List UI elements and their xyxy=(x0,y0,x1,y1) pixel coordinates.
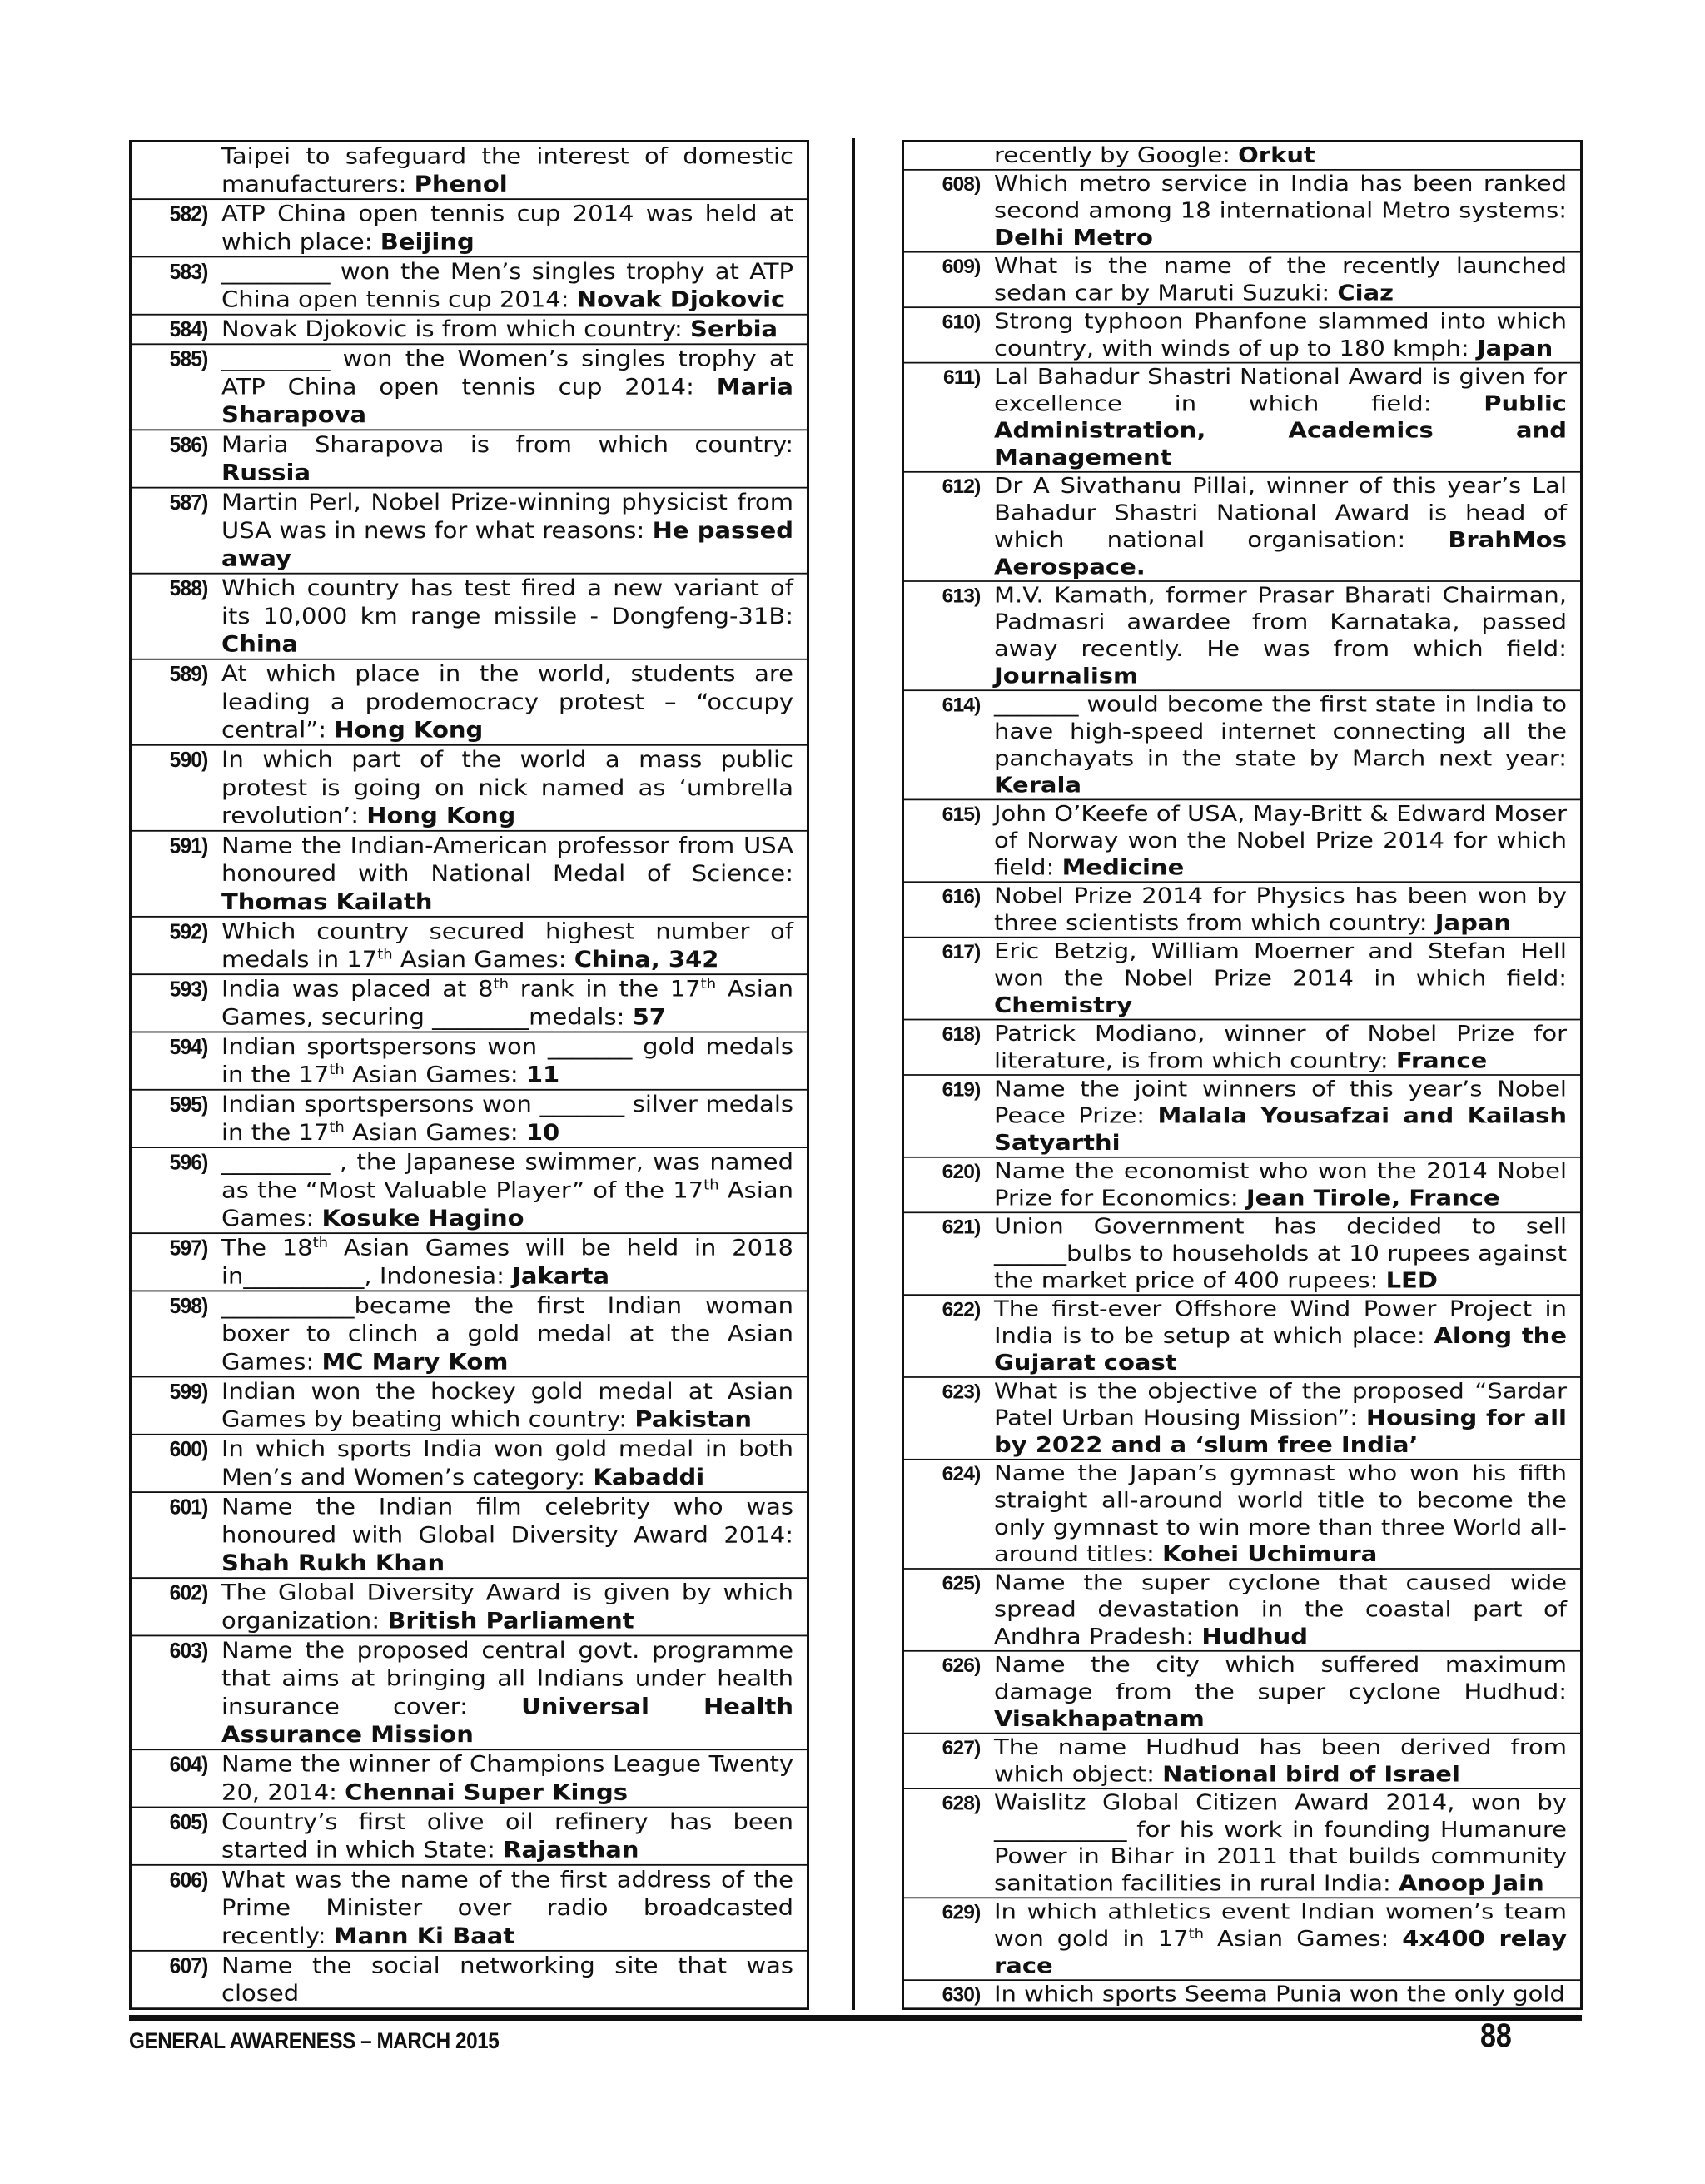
question-number: 598) xyxy=(140,1291,213,1376)
answer-text: Ciaz xyxy=(1337,280,1394,306)
question-text-cell xyxy=(986,252,1582,307)
question-text: ___________became the first Indian woman boxer to clinch a gold medal at the Asian Games: xyxy=(221,1292,793,1375)
answer-text: MC Mary Kom xyxy=(321,1348,509,1375)
question-number: 627) xyxy=(912,1734,986,1788)
question-text: Indian won the hockey gold medal at Asian Games by beating which country: xyxy=(221,1378,793,1433)
question-text: In which part of the world a mass public protest is going on nick named as ‘umbrella revolution’: xyxy=(221,746,793,829)
question-text: What is the objective of the proposed “Sardar Patel Urban Housing Mission”: xyxy=(994,1378,1567,1430)
answer-text: Serbia xyxy=(689,316,778,342)
question-text: Patrick Modiano, winner of Nobel Prize for literature, is from which country: xyxy=(994,1021,1567,1073)
question-row xyxy=(903,1651,1582,1734)
question-text-cell xyxy=(986,307,1582,362)
question-text: Name the super cyclone that caused wide spread devastation in the coastal part of Andhra Pradesh: xyxy=(994,1570,1567,1649)
question-text: The 18th Asian Games will be held in 2018 in__________, Indonesia: xyxy=(221,1234,793,1289)
question-row xyxy=(131,917,808,974)
question-number: 612) xyxy=(912,472,986,581)
question-row xyxy=(903,1377,1582,1460)
question-number: 582) xyxy=(140,199,213,256)
question-text-cell xyxy=(986,170,1582,252)
answer-text: Malala Yousafzai and Kailash Satyarthi xyxy=(994,1103,1567,1156)
question-row xyxy=(131,659,808,745)
question-row xyxy=(131,974,808,1032)
question-number: 600) xyxy=(140,1435,213,1492)
answer-text: Housing for all by 2022 and a ‘slum free India’ xyxy=(994,1405,1568,1458)
answer-text: Kohei Uchimura xyxy=(1161,1541,1378,1567)
question-row xyxy=(903,1020,1582,1075)
question-number: 591) xyxy=(140,831,213,917)
question-text-cell xyxy=(986,472,1582,581)
left-question-column xyxy=(129,140,809,2010)
question-text-cell xyxy=(213,344,808,430)
question-row xyxy=(131,574,808,659)
question-row xyxy=(903,1788,1582,1898)
question-number: 599) xyxy=(140,1376,213,1434)
right-question-table xyxy=(902,140,1583,2010)
question-text-cell xyxy=(986,1075,1582,1157)
question-number: 594) xyxy=(140,1032,213,1089)
question-number: 613) xyxy=(912,581,986,690)
answer-text: China, 342 xyxy=(574,946,719,973)
question-text-cell xyxy=(213,1749,808,1807)
answer-text: 10 xyxy=(525,1119,560,1146)
question-row xyxy=(131,344,808,430)
question-row xyxy=(903,1157,1582,1212)
answer-text: Shah Rukh Khan xyxy=(221,1550,445,1576)
answer-text: 57 xyxy=(632,1003,666,1030)
question-text: _________ won the Women’s singles trophy at ATP China open tennis cup 2014: xyxy=(221,346,793,400)
answer-text: National bird of Israel xyxy=(1162,1761,1460,1787)
question-text-cell xyxy=(986,363,1582,472)
question-row xyxy=(903,882,1582,937)
answer-text: Visakhapatnam xyxy=(994,1706,1205,1732)
question-text-cell xyxy=(986,1460,1582,1569)
answer-text: Thomas Kailath xyxy=(221,888,433,915)
question-text-cell xyxy=(986,1020,1582,1075)
question-number: 593) xyxy=(140,974,213,1032)
answer-text: Beijing xyxy=(380,228,475,255)
answer-text: Japan xyxy=(1434,910,1512,936)
question-text-cell xyxy=(213,659,808,745)
question-text-cell xyxy=(986,938,1582,1020)
question-number: 607) xyxy=(140,1951,213,2009)
question-text: Waislitz Global Citizen Award 2014, won by ___________ for his work in founding Humanure Power in Bihar in 2011 that builds community sanitation facilities in rural India: xyxy=(994,1789,1567,1896)
answer-text: Rajasthan xyxy=(503,1837,639,1863)
question-text-cell xyxy=(986,1651,1582,1734)
question-number: 583) xyxy=(140,256,213,314)
question-number: 624) xyxy=(912,1460,986,1569)
question-row xyxy=(131,1291,808,1376)
question-text-cell xyxy=(213,574,808,659)
question-number: 617) xyxy=(912,938,986,1020)
question-text: Which metro service in India has been ranked second among 18 international Metro systems: xyxy=(994,171,1567,223)
question-text-cell xyxy=(986,1295,1582,1377)
question-number: 604) xyxy=(140,1749,213,1807)
question-text-cell xyxy=(213,1291,808,1376)
question-text-cell xyxy=(213,1492,808,1578)
answer-text: Mann Ki Baat xyxy=(333,1923,515,1949)
question-text-cell xyxy=(213,1808,808,1865)
question-text: The name Hudhud has been derived from which object: xyxy=(994,1734,1567,1787)
question-text-cell xyxy=(986,799,1582,882)
question-row xyxy=(131,1635,808,1749)
question-row xyxy=(131,141,808,199)
question-row xyxy=(131,1749,808,1807)
question-row xyxy=(903,170,1582,252)
answer-text: Maria Sharapova xyxy=(221,373,793,428)
question-text: M.V. Kamath, former Prasar Bharati Chairman, Padmasri awardee from Karnataka, passed away recently. He was from which field: xyxy=(994,582,1567,662)
question-text-cell xyxy=(213,199,808,256)
answer-text: Japan xyxy=(1476,336,1553,361)
question-text: Nobel Prize 2014 for Physics has been won by three scientists from which country: xyxy=(994,883,1567,936)
question-number: 603) xyxy=(140,1635,213,1749)
question-text: Martin Perl, Nobel Prize-winning physicist from USA was in news for what reasons: xyxy=(221,489,793,544)
question-row xyxy=(903,307,1582,362)
question-text: Dr A Sivathanu Pillai, winner of this year’s Lal Bahadur Shastri National Award is head of which national organisation: xyxy=(994,473,1567,553)
question-text-cell xyxy=(213,1090,808,1147)
question-row xyxy=(903,1569,1582,1651)
question-text: Name the joint winners of this year’s Nobel Peace Prize: xyxy=(994,1076,1567,1128)
question-row xyxy=(131,1808,808,1865)
question-text: In which sports India won gold medal in both Men’s and Women’s category: xyxy=(221,1435,793,1490)
question-text-cell xyxy=(213,1376,808,1434)
question-text-cell xyxy=(213,831,808,917)
question-text-cell xyxy=(213,1865,808,1951)
question-number: 586) xyxy=(140,430,213,487)
question-row xyxy=(903,252,1582,307)
question-row xyxy=(903,581,1582,690)
question-text: In which athletics event Indian women’s team won gold in 17th Asian Games: xyxy=(994,1899,1567,1952)
question-number: 628) xyxy=(912,1788,986,1898)
question-text-cell xyxy=(986,141,1582,170)
question-row xyxy=(903,1460,1582,1569)
question-text: Novak Djokovic is from which country: xyxy=(221,316,690,342)
question-text: _________ , the Japanese swimmer, was named as the “Most Valuable Player” of the 17th Asian Games: xyxy=(221,1148,793,1231)
question-text: Name the Indian-American professor from USA honoured with National Medal of Science: xyxy=(221,832,793,887)
question-row xyxy=(903,938,1582,1020)
question-number: 623) xyxy=(912,1377,986,1460)
question-text-cell xyxy=(986,1157,1582,1212)
question-text: ATP China open tennis cup 2014 was held at which place: xyxy=(221,200,793,255)
question-text: Taipei to safeguard the interest of domestic manufacturers: xyxy=(221,142,793,197)
question-number: 626) xyxy=(912,1651,986,1734)
question-row xyxy=(903,472,1582,581)
question-row xyxy=(903,1734,1582,1788)
question-number: 587) xyxy=(140,488,213,574)
question-text: The Global Diversity Award is given by which organization: xyxy=(221,1579,793,1634)
question-text-cell xyxy=(213,430,808,487)
question-text: Which country has test fired a new variant of its 10,000 km range missile - Dongfeng-31B: xyxy=(221,575,793,629)
question-number: 602) xyxy=(140,1578,213,1635)
question-row xyxy=(131,315,808,345)
question-number: 618) xyxy=(912,1020,986,1075)
answer-text: Novak Djokovic xyxy=(576,286,786,313)
question-text-cell xyxy=(213,917,808,974)
question-row xyxy=(903,363,1582,472)
question-row xyxy=(903,1295,1582,1377)
question-text-cell xyxy=(213,1147,808,1233)
question-row xyxy=(131,1376,808,1434)
question-row xyxy=(131,1090,808,1147)
answer-text: Anoop Jain xyxy=(1399,1870,1544,1896)
answer-text: Public Administration, Academics and Management xyxy=(994,391,1567,470)
answer-text: Kosuke Hagino xyxy=(321,1205,524,1231)
left-question-table xyxy=(129,140,809,2010)
question-row xyxy=(131,199,808,256)
question-text-cell xyxy=(213,488,808,574)
answer-text: Hong Kong xyxy=(366,803,516,829)
question-row xyxy=(131,745,808,831)
question-number: 615) xyxy=(912,799,986,882)
question-text: In which sports Seema Punia won the only gold xyxy=(994,1981,1565,2007)
question-number: 622) xyxy=(912,1295,986,1377)
question-text: India was placed at 8th rank in the 17th Asian Games, securing ________medals: xyxy=(221,975,793,1030)
answer-text: China xyxy=(221,630,299,658)
question-text: _________ won the Men’s singles trophy at ATP China open tennis cup 2014: xyxy=(221,258,793,313)
question-text-cell xyxy=(213,141,808,199)
question-row xyxy=(131,1865,808,1951)
question-text: Name the Japan’s gymnast who won his fifth straight all-around world title to become the only gymnast to win more than three World all-around titles: xyxy=(994,1460,1567,1567)
question-row xyxy=(131,1435,808,1492)
question-row xyxy=(131,831,808,917)
question-row xyxy=(903,1075,1582,1157)
answer-text: British Parliament xyxy=(387,1607,634,1634)
question-text-cell xyxy=(986,1734,1582,1788)
question-text: _______ would become the first state in India to have high-speed internet connecting all the panchayats in the state by March next year: xyxy=(994,691,1567,771)
question-text-cell xyxy=(213,1032,808,1089)
answer-text: Hong Kong xyxy=(334,717,484,744)
question-row xyxy=(131,430,808,487)
right-question-column xyxy=(902,140,1583,2010)
question-row xyxy=(903,141,1582,170)
question-number: 589) xyxy=(140,659,213,745)
question-row xyxy=(131,1951,808,2009)
question-number: 590) xyxy=(140,745,213,831)
question-row xyxy=(903,799,1582,882)
question-text: John O’Keefe of USA, May-Britt & Edward Moser of Norway won the Nobel Prize 2014 for which field: xyxy=(994,801,1567,880)
question-number: 625) xyxy=(912,1569,986,1651)
question-number: 609) xyxy=(912,252,986,307)
answer-text: Journalism xyxy=(994,663,1139,689)
answer-text: Chennai Super Kings xyxy=(345,1779,629,1805)
question-row xyxy=(131,1492,808,1578)
question-row xyxy=(903,1212,1582,1295)
question-number xyxy=(912,141,986,170)
answer-text: Jean Tirole, France xyxy=(1245,1185,1500,1211)
question-number: 611) xyxy=(912,363,986,472)
answer-text: Phenol xyxy=(414,171,508,197)
answer-text: Hudhud xyxy=(1201,1624,1309,1649)
answer-text: 4x400 relay race xyxy=(994,1926,1567,1978)
answer-text: Jakarta xyxy=(512,1262,610,1289)
answer-text: BrahMos Aerospace. xyxy=(994,527,1567,580)
question-number: 588) xyxy=(140,574,213,659)
question-text-cell xyxy=(213,974,808,1032)
question-number: 616) xyxy=(912,882,986,937)
question-text: Name the Indian film celebrity who was honoured with Global Diversity Award 2014: xyxy=(221,1493,793,1548)
answer-text: Pakistan xyxy=(634,1406,753,1433)
question-text: Indian sportspersons won _______ silver medals in the 17th Asian Games: xyxy=(221,1091,793,1146)
question-row xyxy=(131,1233,808,1291)
answer-text: France xyxy=(1395,1047,1488,1073)
question-text: What is the name of the recently launched sedan car by Maruti Suzuki: xyxy=(994,253,1567,306)
answer-text: Orkut xyxy=(1238,142,1315,168)
question-number: 608) xyxy=(912,170,986,252)
question-text-cell xyxy=(213,1951,808,2009)
question-text-cell xyxy=(986,1980,1582,2009)
answer-text: Delhi Metro xyxy=(994,225,1153,251)
question-text-cell xyxy=(986,1212,1582,1295)
question-row xyxy=(131,1147,808,1233)
question-text-cell xyxy=(986,581,1582,690)
question-row xyxy=(903,1980,1582,2009)
answer-text: Medicine xyxy=(1061,854,1185,880)
question-number: 597) xyxy=(140,1233,213,1291)
question-row xyxy=(131,256,808,314)
question-number: 606) xyxy=(140,1865,213,1951)
question-text-cell xyxy=(213,1233,808,1291)
footer-publication: GENERAL AWARENESS – MARCH 2015 xyxy=(129,2028,500,2053)
question-text-cell xyxy=(986,1569,1582,1651)
question-text-cell xyxy=(213,1635,808,1749)
question-number: 601) xyxy=(140,1492,213,1578)
column-divider xyxy=(852,138,855,2010)
question-text-cell xyxy=(213,745,808,831)
answer-text: LED xyxy=(1385,1267,1438,1293)
question-text: Which country secured highest number of medals in 17th Asian Games: xyxy=(221,918,793,973)
question-text: What was the name of the first address of the Prime Minister over radio broadcasted recently: xyxy=(221,1866,793,1949)
answer-text: He passed away xyxy=(221,517,793,571)
question-row xyxy=(131,488,808,574)
question-row xyxy=(131,1032,808,1089)
question-text: recently by Google: xyxy=(994,142,1239,168)
answer-text: Kerala xyxy=(994,773,1082,798)
question-text-cell xyxy=(986,1377,1582,1460)
question-row xyxy=(903,690,1582,799)
answer-text: 11 xyxy=(525,1062,560,1088)
question-number: 620) xyxy=(912,1157,986,1212)
question-text-cell xyxy=(986,1898,1582,1980)
question-number: 585) xyxy=(140,344,213,430)
question-text: Eric Betzig, William Moerner and Stefan Hell won the Nobel Prize 2014 in which field: xyxy=(994,938,1567,991)
question-number: 610) xyxy=(912,307,986,362)
question-text: Country’s first olive oil refinery has been started in which State: xyxy=(221,1808,793,1863)
question-text-cell xyxy=(986,1788,1582,1898)
question-number: 619) xyxy=(912,1075,986,1157)
question-text: Indian sportspersons won _______ gold medals in the 17th Asian Games: xyxy=(221,1033,793,1088)
question-text: Strong typhoon Phanfone slammed into which country, with winds of up to 180 kmph: xyxy=(994,308,1567,361)
question-number: 630) xyxy=(912,1980,986,2009)
answer-text: Along the Gujarat coast xyxy=(994,1323,1567,1376)
question-text: Name the city which suffered maximum damage from the super cyclone Hudhud: xyxy=(994,1652,1567,1704)
question-number: 584) xyxy=(140,315,213,345)
answer-text: Kabaddi xyxy=(593,1464,705,1490)
question-text-cell xyxy=(213,1578,808,1635)
question-text-cell xyxy=(213,1435,808,1492)
question-number xyxy=(140,141,213,199)
question-number: 595) xyxy=(140,1090,213,1147)
question-number: 614) xyxy=(912,690,986,799)
page-number: 88 xyxy=(1480,2017,1512,2054)
question-text: Lal Bahadur Shastri National Award is given for excellence in which field: xyxy=(994,364,1567,416)
question-text: Name the winner of Champions League Twenty 20, 2014: xyxy=(221,1751,793,1805)
question-row xyxy=(903,1898,1582,1980)
question-text: Maria Sharapova is from which country: xyxy=(221,431,793,458)
question-text-cell xyxy=(213,315,808,345)
question-text: Name the social networking site that was closed xyxy=(221,1952,793,2007)
question-text-cell xyxy=(213,256,808,314)
question-text: The first-ever Offshore Wind Power Project in India is to be setup at which place: xyxy=(994,1296,1567,1348)
question-text-cell xyxy=(986,690,1582,799)
footer-rule xyxy=(129,2015,1582,2021)
question-number: 629) xyxy=(912,1898,986,1980)
answer-text: Chemistry xyxy=(994,993,1133,1017)
question-text: Union Government has decided to sell ______bulbs to households at 10 rupees against the market price of 400 rupees: xyxy=(994,1214,1567,1293)
question-number: 605) xyxy=(140,1808,213,1865)
question-row xyxy=(131,1578,808,1635)
answer-text: Russia xyxy=(221,459,311,485)
question-text: At which place in the world, students are leading a prodemocracy protest – “occupy central”: xyxy=(221,660,793,744)
question-text-cell xyxy=(986,882,1582,937)
question-number: 621) xyxy=(912,1212,986,1295)
question-text: Name the economist who won the 2014 Nobel Prize for Economics: xyxy=(994,1158,1567,1211)
question-number: 592) xyxy=(140,917,213,974)
question-number: 596) xyxy=(140,1147,213,1233)
answer-text: Universal Health Assurance Mission xyxy=(221,1693,793,1748)
question-text: Name the proposed central govt. programme that aims at bringing all Indians under health insurance cover: xyxy=(221,1637,793,1719)
